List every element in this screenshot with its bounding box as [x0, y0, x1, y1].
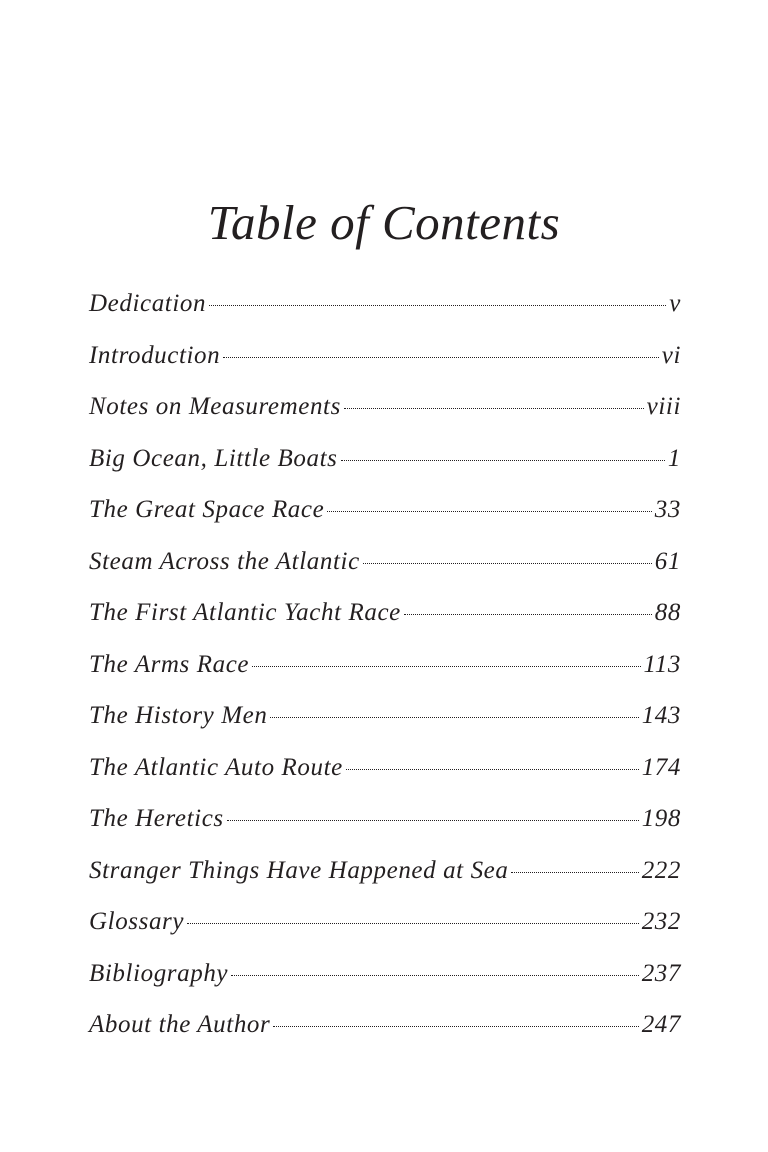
toc-entry-page: 33	[654, 496, 681, 523]
toc-entry[interactable]	[89, 643, 681, 695]
toc-entry-label: The Great Space Race	[89, 496, 325, 523]
toc-entry[interactable]	[89, 694, 681, 746]
toc-entry[interactable]	[89, 334, 681, 386]
toc-entry[interactable]	[89, 746, 681, 798]
toc-entry-label: The First Atlantic Yacht Race	[89, 599, 401, 626]
toc-entry-page: 61	[654, 547, 681, 575]
dot-leader	[252, 666, 640, 667]
toc-entry-label: Dedication	[89, 290, 207, 317]
dot-leader	[341, 460, 665, 461]
toc-list	[89, 282, 681, 1055]
toc-entry-page: v	[669, 290, 681, 317]
toc-entry-page: 237	[641, 959, 681, 987]
page-title: Table of Contents	[207, 195, 561, 250]
toc-entry-label: Stranger Things Have Happened at Sea	[89, 856, 509, 884]
toc-entry-label: Introduction	[89, 341, 221, 369]
toc-entry[interactable]	[89, 1003, 681, 1055]
toc-entry-label: The Atlantic Auto Route	[89, 753, 343, 781]
toc-entry-page: 143	[641, 702, 681, 729]
toc-entry-label: About the Author	[89, 1011, 271, 1038]
toc-entry-page: viii	[646, 393, 681, 420]
toc-entry[interactable]	[89, 952, 681, 1004]
toc-entry-label: The Arms Race	[89, 650, 250, 678]
toc-entry-page: 232	[641, 908, 681, 935]
toc-entry-label: Bibliography	[89, 959, 229, 987]
toc-entry-label: The Heretics	[89, 805, 224, 832]
toc-entry-page: 88	[654, 599, 681, 626]
toc-entry-label: The History Men	[89, 702, 268, 729]
dot-leader	[511, 872, 638, 873]
toc-entry-page: vi	[661, 341, 681, 369]
toc-entry[interactable]	[89, 282, 681, 334]
toc-entry[interactable]	[89, 437, 681, 489]
toc-entry-label: Glossary	[89, 908, 185, 935]
dot-leader	[363, 563, 652, 564]
toc-entry[interactable]	[89, 488, 681, 540]
toc-entry-page: 247	[641, 1011, 681, 1038]
toc-entry[interactable]	[89, 385, 681, 437]
dot-leader	[187, 923, 639, 924]
dot-leader	[223, 357, 658, 358]
dot-leader	[227, 820, 639, 821]
dot-leader	[346, 769, 639, 770]
toc-entry[interactable]	[89, 591, 681, 643]
toc-entry-page: 174	[641, 753, 681, 781]
toc-entry[interactable]	[89, 797, 681, 849]
toc-entry-page: 1	[667, 444, 681, 472]
dot-leader	[270, 717, 638, 718]
dot-leader	[231, 975, 639, 976]
toc-entry[interactable]	[89, 540, 681, 592]
dot-leader	[404, 614, 652, 615]
toc-entry-page: 222	[641, 856, 681, 884]
dot-leader	[273, 1026, 638, 1027]
toc-entry[interactable]	[89, 900, 681, 952]
toc-entry-page: 198	[641, 805, 681, 832]
toc-entry-label: Steam Across the Atlantic	[89, 547, 360, 575]
dot-leader	[344, 408, 644, 409]
dot-leader	[327, 511, 651, 512]
toc-entry-page: 113	[643, 650, 681, 678]
toc-entry-label: Notes on Measurements	[89, 393, 341, 420]
toc-entry-label: Big Ocean, Little Boats	[89, 444, 338, 472]
dot-leader	[209, 305, 666, 306]
toc-entry[interactable]	[89, 849, 681, 901]
